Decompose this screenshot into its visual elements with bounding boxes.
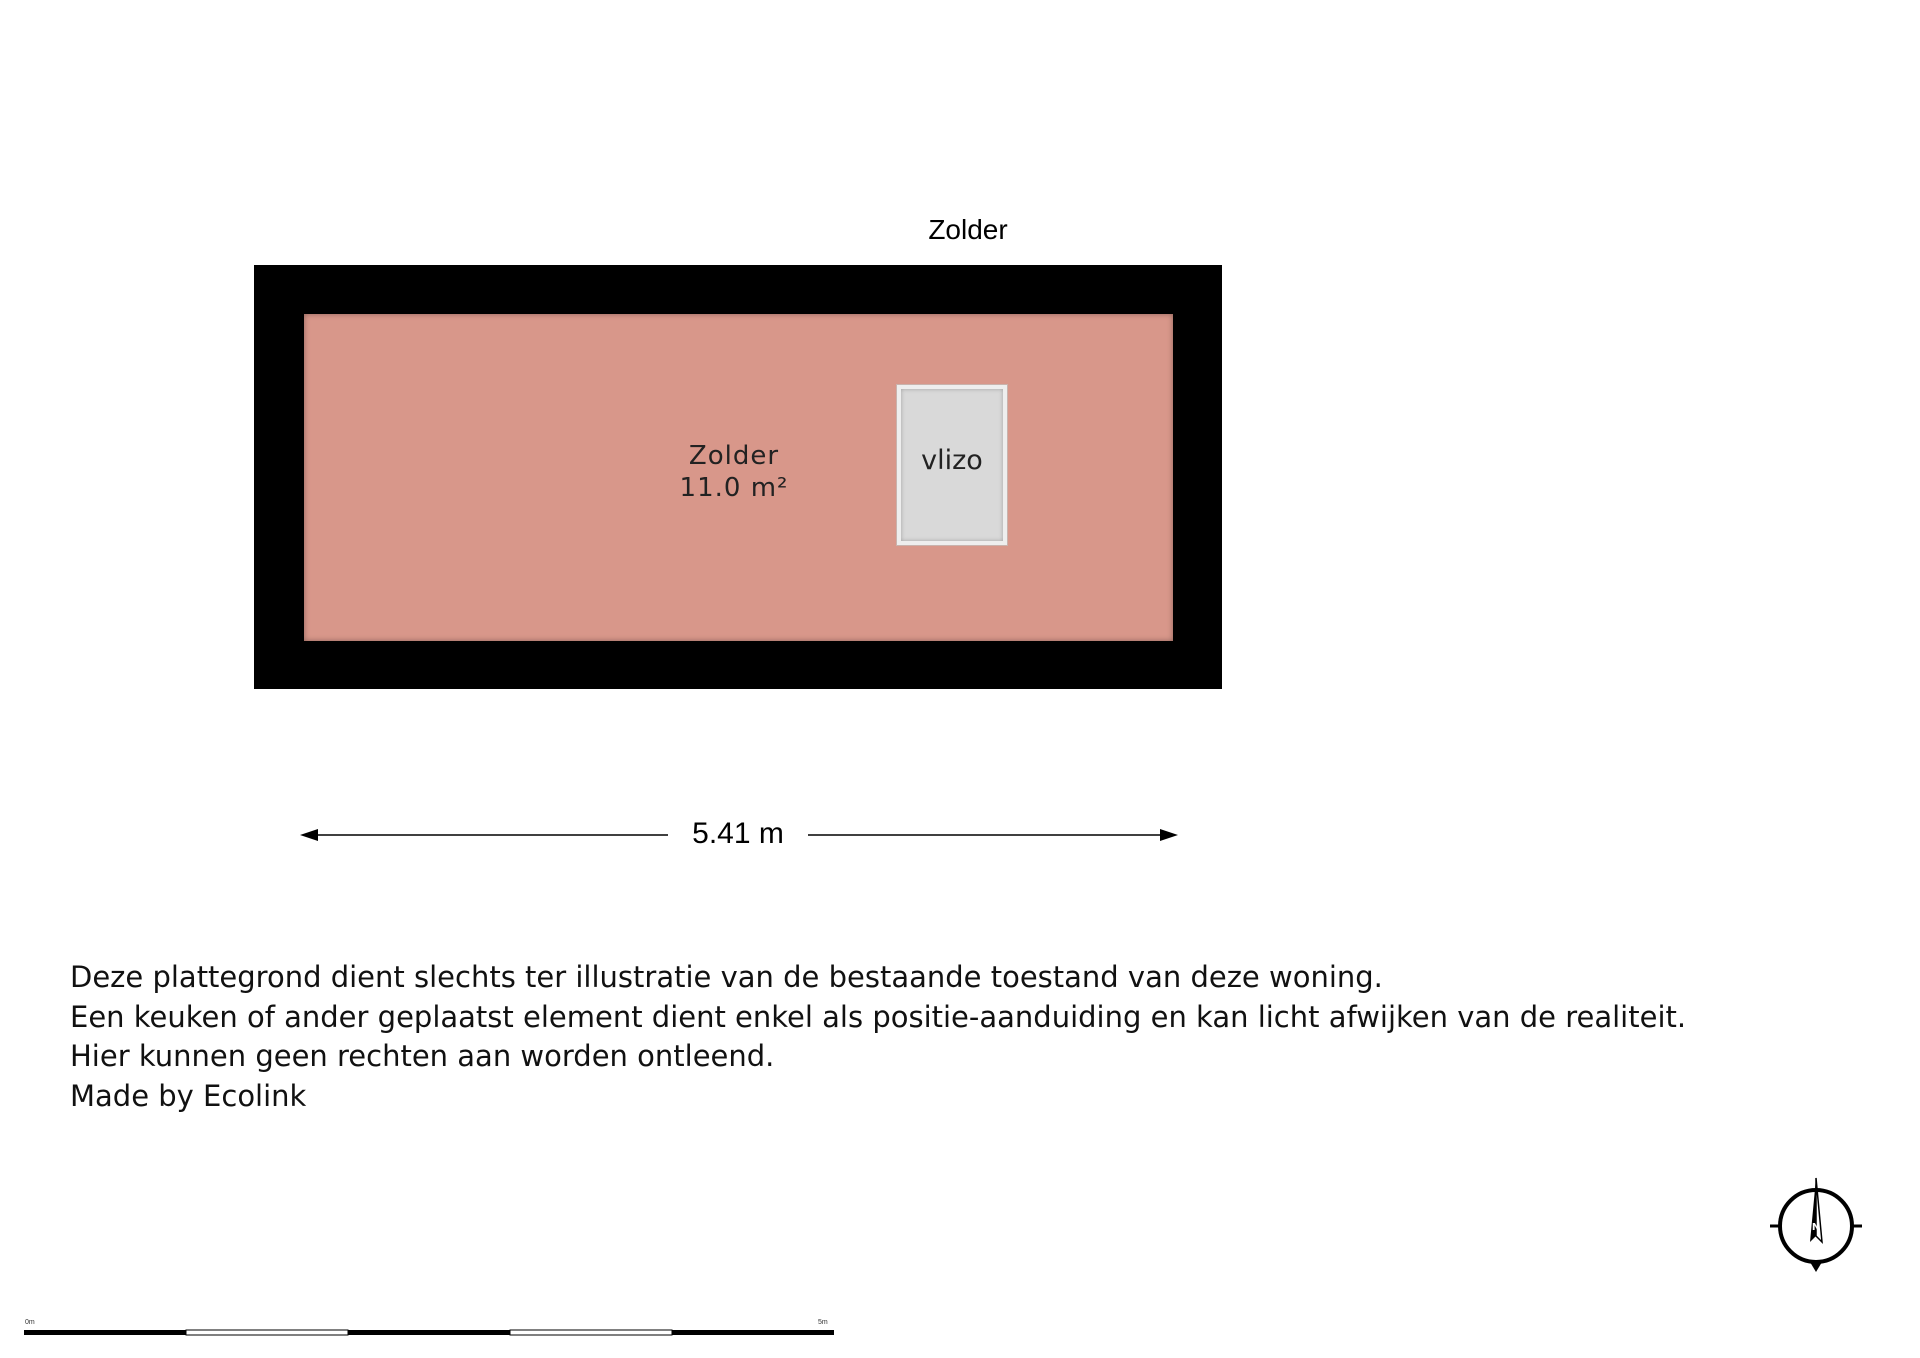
dimension-label: 5.41 m [668,817,808,851]
compass-tick-s [1810,1262,1822,1272]
dimension-arrow-right [1160,829,1178,841]
room-label [634,440,834,504]
scale-bar [24,1318,834,1348]
scale-segment [348,1330,510,1335]
disclaimer [70,958,1920,1116]
compass-icon [1768,1176,1864,1272]
scale-segment [186,1330,348,1335]
scale-start-label: 0m [25,1319,35,1326]
attic-hatch [897,385,1007,545]
hatch-label: vlizo [921,445,983,476]
compass-north-letter: N [1811,1222,1821,1233]
scale-segment [672,1330,834,1335]
disclaimer-line: Deze plattegrond dient slechts ter illustratie van de bestaande toestand van deze woning. [70,960,1383,994]
dimension-arrow-left [300,829,318,841]
disclaimer-line: Een keuken of ander geplaatst element dient enkel als positie-aanduiding en kan licht afwijken van de realiteit. [70,999,1687,1034]
scale-end-label: 5m [818,1319,828,1326]
disclaimer-line: Hier kunnen geen rechten aan worden ontleend. [70,1039,775,1073]
scale-segment [24,1330,186,1335]
floor-title: Zolder [928,214,1008,245]
disclaimer-line: Made by Ecolink [70,1078,307,1113]
room-name: Zolder [688,441,780,471]
room-area: 11.0 m² [679,473,789,503]
scale-segment [510,1330,672,1335]
